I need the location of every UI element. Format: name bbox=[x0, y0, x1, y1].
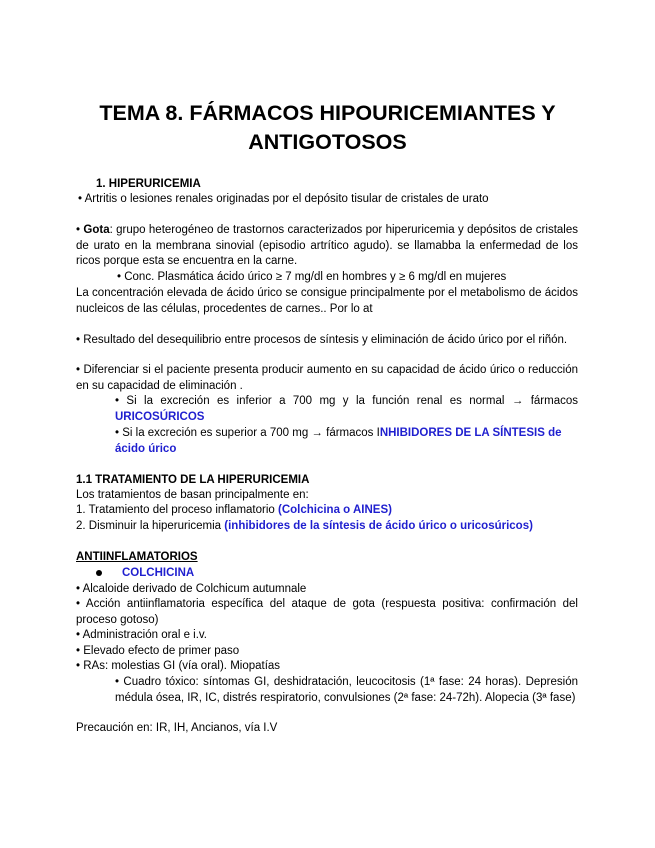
bullet-dot-icon bbox=[96, 570, 102, 576]
drug-uricosuricos: URICOSÚRICOS bbox=[115, 410, 205, 423]
colchicina-origin: • Alcaloide derivado de Colchicum autumnale bbox=[76, 583, 307, 595]
paragraph-concentracion: La concentración elevada de ácido úrico se consigue principalmente por el metabolismo de ácidos nucleicos de las células, procedentes de carnes.. Por lo at bbox=[76, 287, 578, 315]
treatment-item-1 bbox=[76, 503, 578, 519]
excretion-inferior-text: • Si la excreción es inferior a 700 mg y la función renal es normal → fármacos bbox=[115, 395, 578, 407]
colchicina-adverse-reactions: • RAs: molestias GI (vía oral). Miopatías bbox=[76, 660, 281, 672]
gota-term: Gota bbox=[83, 224, 110, 236]
colchicina-action: • Acción antiinflamatoria específica del ataque de gota (respuesta positiva: confirmación del proceso gotoso) bbox=[76, 598, 578, 626]
title-line-2: ANTIGOTOSOS bbox=[248, 130, 407, 154]
paragraph-resultado: • Resultado del desequilibrio entre procesos de síntesis y eliminación de ácido úrico por el riñón. bbox=[76, 334, 568, 346]
excretion-superior bbox=[115, 426, 578, 457]
drug-inhibidores: NHIBIDORES DE LA SÍNTESIS de ácido úrico bbox=[115, 427, 562, 455]
paragraph-artritis: • Artritis o lesiones renales originadas por el depósito tisular de cristales de urato bbox=[78, 193, 489, 205]
treatment-item-1-text: 1. Tratamiento del proceso inflamatorio bbox=[76, 504, 278, 516]
drug-heading-colchicina bbox=[92, 566, 594, 582]
section-heading-hiperuricemia: 1. HIPERURICEMIA bbox=[96, 178, 201, 190]
colchicina-toxic-picture: • Cuadro tóxico: síntomas GI, deshidratación, leucocitosis (1ª fase: 24 horas). Depresión médula ósea, IR, IC, distrés respiratorio, convulsiones (2ª fase: 24-72h). Alopecia (3ª fase) bbox=[115, 676, 578, 704]
paragraph-diferenciar: • Diferenciar si el paciente presenta producir aumento en su capacidad de ácido úrico o reducción en su capacidad de eliminación . bbox=[76, 364, 578, 392]
concentration-values: • Conc. Plasmática ácido úrico ≥ 7 mg/dl en hombres y ≥ 6 mg/dl en mujeres bbox=[117, 271, 507, 283]
treatment-item-2 bbox=[76, 519, 578, 535]
paragraph-gota bbox=[76, 223, 578, 270]
colchicina-label: COLCHICINA bbox=[122, 567, 195, 579]
section-heading-tratamiento: 1.1 TRATAMIENTO DE LA HIPERURICEMIA bbox=[76, 474, 310, 486]
section-heading-antiinflamatorios: ANTIINFLAMATORIOS bbox=[76, 551, 198, 563]
title-line-1: TEMA 8. FÁRMACOS HIPOURICEMIANTES Y bbox=[99, 101, 556, 125]
gota-bullet: • bbox=[76, 224, 84, 236]
treatment-item-2-text: 2. Disminuir la hiperuricemia bbox=[76, 520, 225, 532]
treatment-intro: Los tratamientos de basan principalmente en: bbox=[76, 489, 309, 501]
colchicina-first-pass: • Elevado efecto de primer paso bbox=[76, 645, 240, 657]
page-title bbox=[60, 99, 595, 157]
treatment-item-1-drugs: (Colchicina o AINES) bbox=[278, 504, 392, 516]
colchicina-administration: • Administración oral e i.v. bbox=[76, 629, 208, 641]
gota-text: : grupo heterogéneo de trastornos caracterizados por hiperuricemia y depósitos de cristales de urato en la membrana sinovial (episodio artrítico agudo). se llamabba la enfermedad de los ricos porque esta se encuentra en la carne. bbox=[76, 224, 578, 268]
colchicina-precaution: Precaución en: IR, IH, Ancianos, vía I.V bbox=[76, 722, 278, 734]
treatment-item-2-drugs: (inhibidores de la síntesis de ácido úrico o uricosúricos) bbox=[224, 520, 533, 532]
excretion-inferior bbox=[115, 394, 578, 425]
excretion-superior-text: • Si la excreción es superior a 700 mg → fármacos I bbox=[115, 427, 380, 439]
